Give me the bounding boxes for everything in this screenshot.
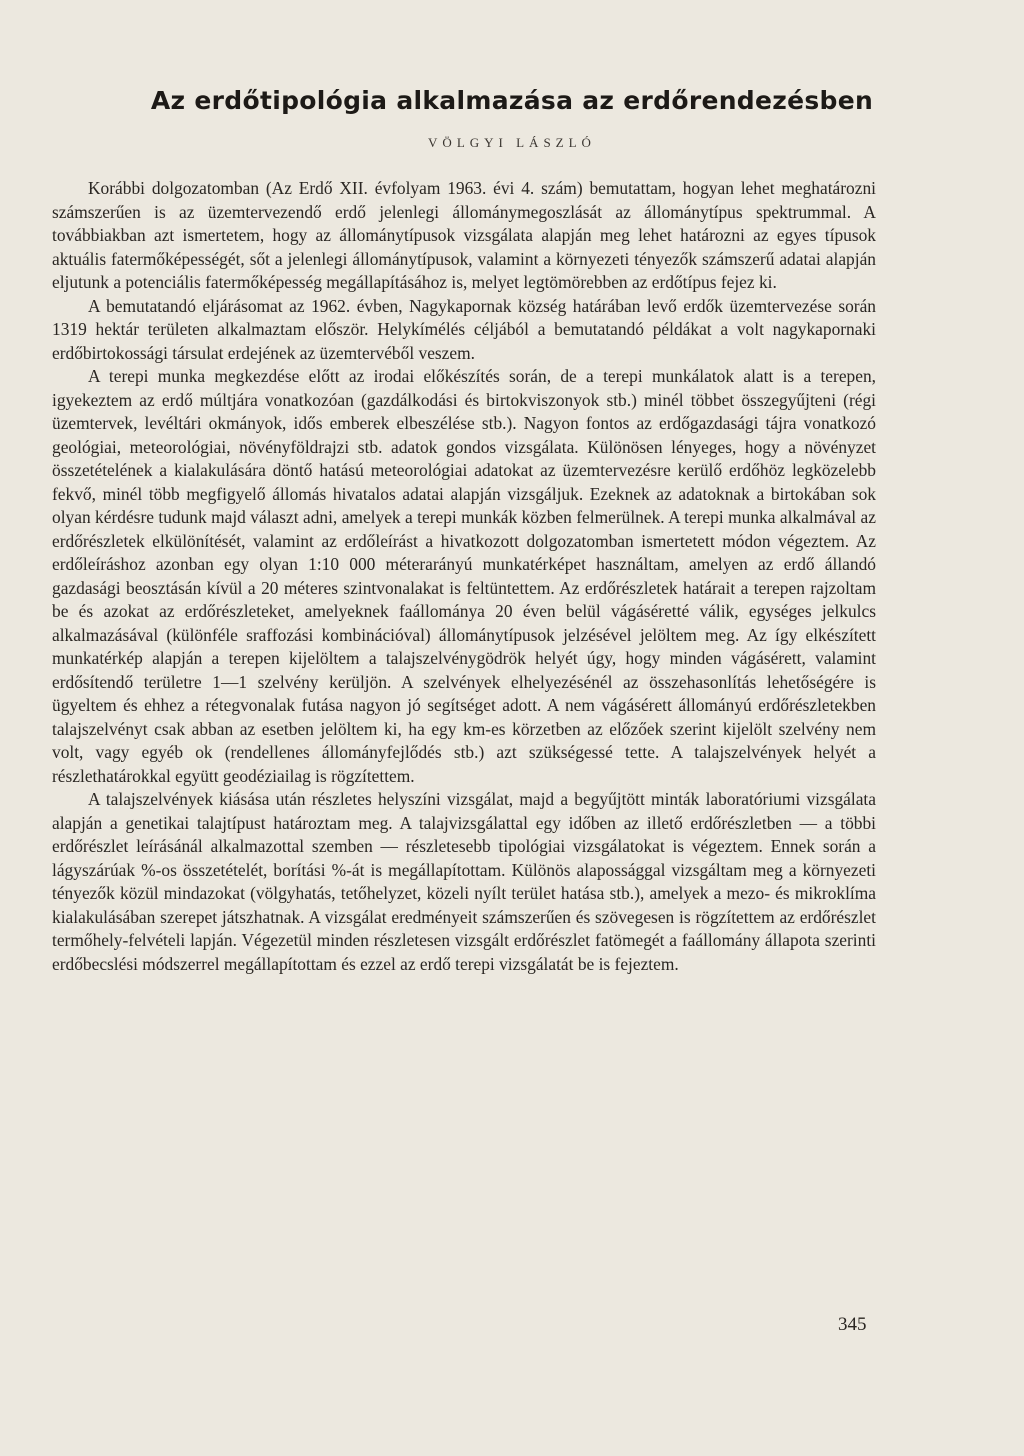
paragraph: A talajszelvények kiásása után részletes helyszíni vizsgálat, majd a begyűjtött minták laboratóriumi vizsgálata alapján a genetikai talajtípust határoztam meg. A talajvizsgálattal egy időben az illető erdőrészletben — a többi erdőrészlet leírásánál alkalmazottal szemben — részletesebb tipológiai vizsgálatokat is végeztem. Ennek során a lágyszárúak %-os összetételét, borítási %-át is megállapítottam. Különös alapossággal vizsgáltam meg a környezeti tényezők közül mindazokat (völgyhatás, tetőhelyzet, közeli nyílt terület hatása stb.), amelyek a mezo- és mikroklíma kialakulásában szerepet játszhatnak. A vizsgálat eredményeit számszerűen és szövegesen is rögzítettem az erdőrészlet termőhely-felvételi lapján. Végezetül minden részletesen vizsgált erdőrészlet fatömegét a faállomány állapota szerinti erdőbecslési módszerrel megállapítottam és ezzel az erdő terepi vizsgálatát be is fejeztem.	[52, 789, 876, 974]
article-author: VÖLGYI LÁSZLÓ	[428, 135, 596, 150]
paragraph: A terepi munka megkezdése előtt az irodai előkészítés során, de a terepi munkálatok alatt is a terepen, igyekeztem az erdő múltjára vonatkozóan (gazdálkodási és birtokviszonyok stb.) minél többet összegyűjteni (régi üzemtervek, levéltári okmányok, idős emberek elbeszélése stb.). Nagyon fontos az erdőgazdasági tájra vonatkozó geológiai, meteorológiai, növényföldrajzi stb. adatok gondos vizsgálata. Különösen lényeges, hogy a növényzet összetételének a kialakulására döntő hatású meteorológiai adatokat az üzemtervezésre kerülő erdőhöz legközelebb fekvő, minél több megfigyelő állomás hivatalos adatai alapján vizsgáljuk. Ezeknek az adatoknak a birtokában sok olyan kérdésre tudunk majd választ adni, amelyek a terepi munkák közben felmerülnek. A terepi munka alkalmával az erdőrészletek elkülönítését, valamint az erdőleírást a hivatkozott dolgozatomban ismertetett módon végeztem. Az erdőleíráshoz azonban egy olyan 1:10 000 méterarányú munkatérképet használtam, amelyen az erdő állandó gazdasági beosztásán kívül a 20 méteres szintvonalakat is feltüntettem. Az erdőrészletek határait a terepen rajzoltam be és azokat az erdőrészleteket, amelyeknek faállománya 20 éven belül vágáséretté válik, egységes jelkulcs alkalmazásával (különféle sraffozási kombinációval) állománytípusok jelzésével jelöltem meg. Az így elkészített munkatérkép alapján a terepen kijelöltem a talajszelvénygödrök helyét úgy, hogy minden vágásérett, valamint erdősítendő területre 1—1 szelvény kerüljön. A szelvények elhelyezésénél az összehasonlítás lehetőségére is ügyeltem és ehhez a rétegvonalak futása nagyon jó segítséget adott. A nem vágásérett állományú erdőrészletekben talajszelvényt csak abban az esetben jelöltem ki, ha egy km-es körzetben az előzőek szerint kijelölt szelvény nem volt, vagy egyéb ok (rendellenes állományfejlődés stb.) azt szükségessé tette. A talajszelvények helyét a részlethatárokkal együtt geodéziailag is rögzítettem.	[52, 366, 876, 786]
page-number: 345	[838, 1314, 867, 1335]
article-title: Az erdőtipológia alkalmazása az erdőrendezésben	[150, 86, 874, 115]
paragraph: A bemutatandó eljárásomat az 1962. évben, Nagykapornak község határában levő erdők üzemtervezése során 1319 hektár területen alkalmaztam először. Helykímélés céljából a bemutatandó példákat a volt nagykapornaki erdőbirtokossági társulat erdejének az üzemtervéből veszem.	[52, 295, 876, 363]
paragraph: Korábbi dolgozatomban (Az Erdő XII. évfolyam 1963. évi 4. szám) bemutattam, hogyan lehet meghatározni számszerűen is az üzemtervezendő erdő jelenlegi állománymegoszlását az állománytípus spektrummal. A továbbiakban azt ismertetem, hogy az állománytípusok vizsgálata alapján meg lehet határozni az egyes típusok aktuális fatermőképességét, sőt a jelenlegi állománytípusok, valamint a környezeti tényezők számszerű adatai alapján eljutunk a potenciális fatermőképesség megállapításához is, melyet legtömörebben az erdőtípus fejez ki.	[52, 178, 876, 292]
article-body	[52, 177, 876, 976]
